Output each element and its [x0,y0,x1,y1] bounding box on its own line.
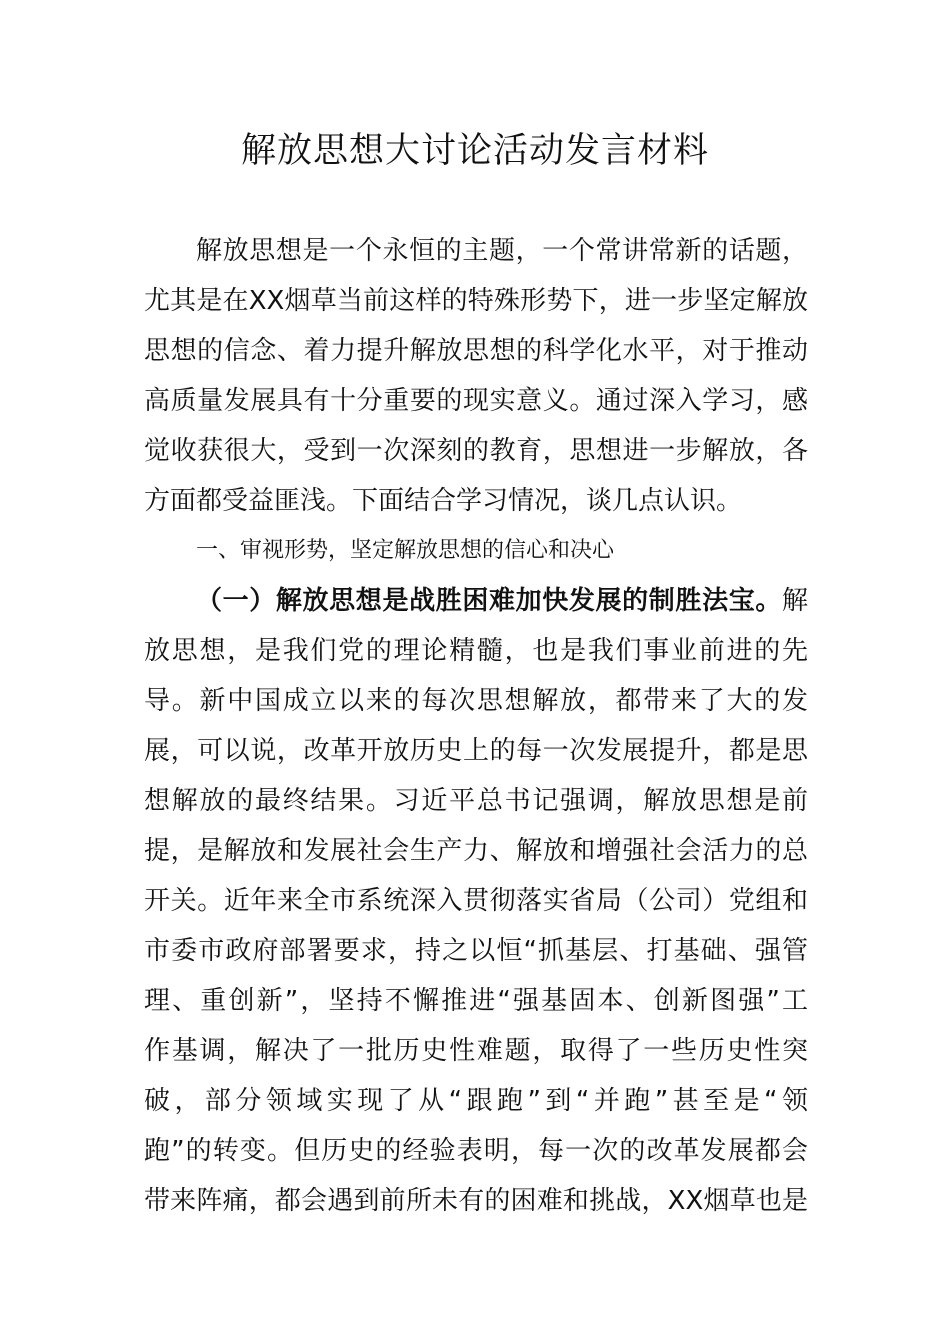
bold-subheading: （一）解放思想是战胜困难加快发展的制胜法宝。 [196,586,782,616]
paragraph-line: 展，可以说，改革开放历史上的每一次发展提升，都是思 [144,736,808,766]
paragraph-line: 尤其是在XX烟草当前这样的特殊形势下，进一步坚定解放 [144,286,808,316]
section-heading: 一、审视形势，坚定解放思想的信心和决心 [196,538,615,563]
paragraph-line: 思想的信念、着力提升解放思想的科学化水平，对于推动 [144,336,808,366]
paragraph-line: 理、重创新”，坚持不懈推进“强基固本、创新图强”工 [144,986,808,1016]
paragraph-line: 放思想，是我们党的理论精髓，也是我们事业前进的先 [144,636,808,666]
paragraph-line: 开关。近年来全市系统深入贯彻落实省局（公司）党组和 [144,886,808,916]
paragraph-line: 解放思想是一个永恒的主题，一个常讲常新的话题， [196,236,808,266]
paragraph-line: 提，是解放和发展社会生产力、解放和增强社会活力的总 [144,836,808,866]
paragraph-line: 市委市政府部署要求，持之以恒“抓基层、打基础、强管 [144,936,808,966]
paragraph-line: 导。新中国成立以来的每次思想解放，都带来了大的发 [144,686,808,716]
paragraph-line: 带来阵痛，都会遇到前所未有的困难和挑战，XX烟草也是 [144,1186,808,1216]
subheading-tail: 解 [781,586,808,616]
paragraph-line: 高质量发展具有十分重要的现实意义。通过深入学习，感 [144,386,808,416]
document-body [144,226,808,1226]
paragraph-line: 觉收获很大，受到一次深刻的教育，思想进一步解放，各 [144,436,808,466]
document-title: 解放思想大讨论活动发言材料 [240,131,709,171]
paragraph-line: 跑”的转变。但历史的经验表明，每一次的改革发展都会 [144,1136,808,1166]
paragraph-line: 方面都受益匪浅。下面结合学习情况，谈几点认识。 [144,486,743,516]
paragraph-line: 破，部分领域实现了从“跟跑”到“并跑”甚至是“领 [144,1086,808,1116]
paragraph-line: 作基调，解决了一批历史性难题，取得了一些历史性突 [144,1036,808,1066]
section-first-line [144,576,808,626]
paragraph-line: 想解放的最终结果。习近平总书记强调，解放思想是前 [144,786,808,816]
